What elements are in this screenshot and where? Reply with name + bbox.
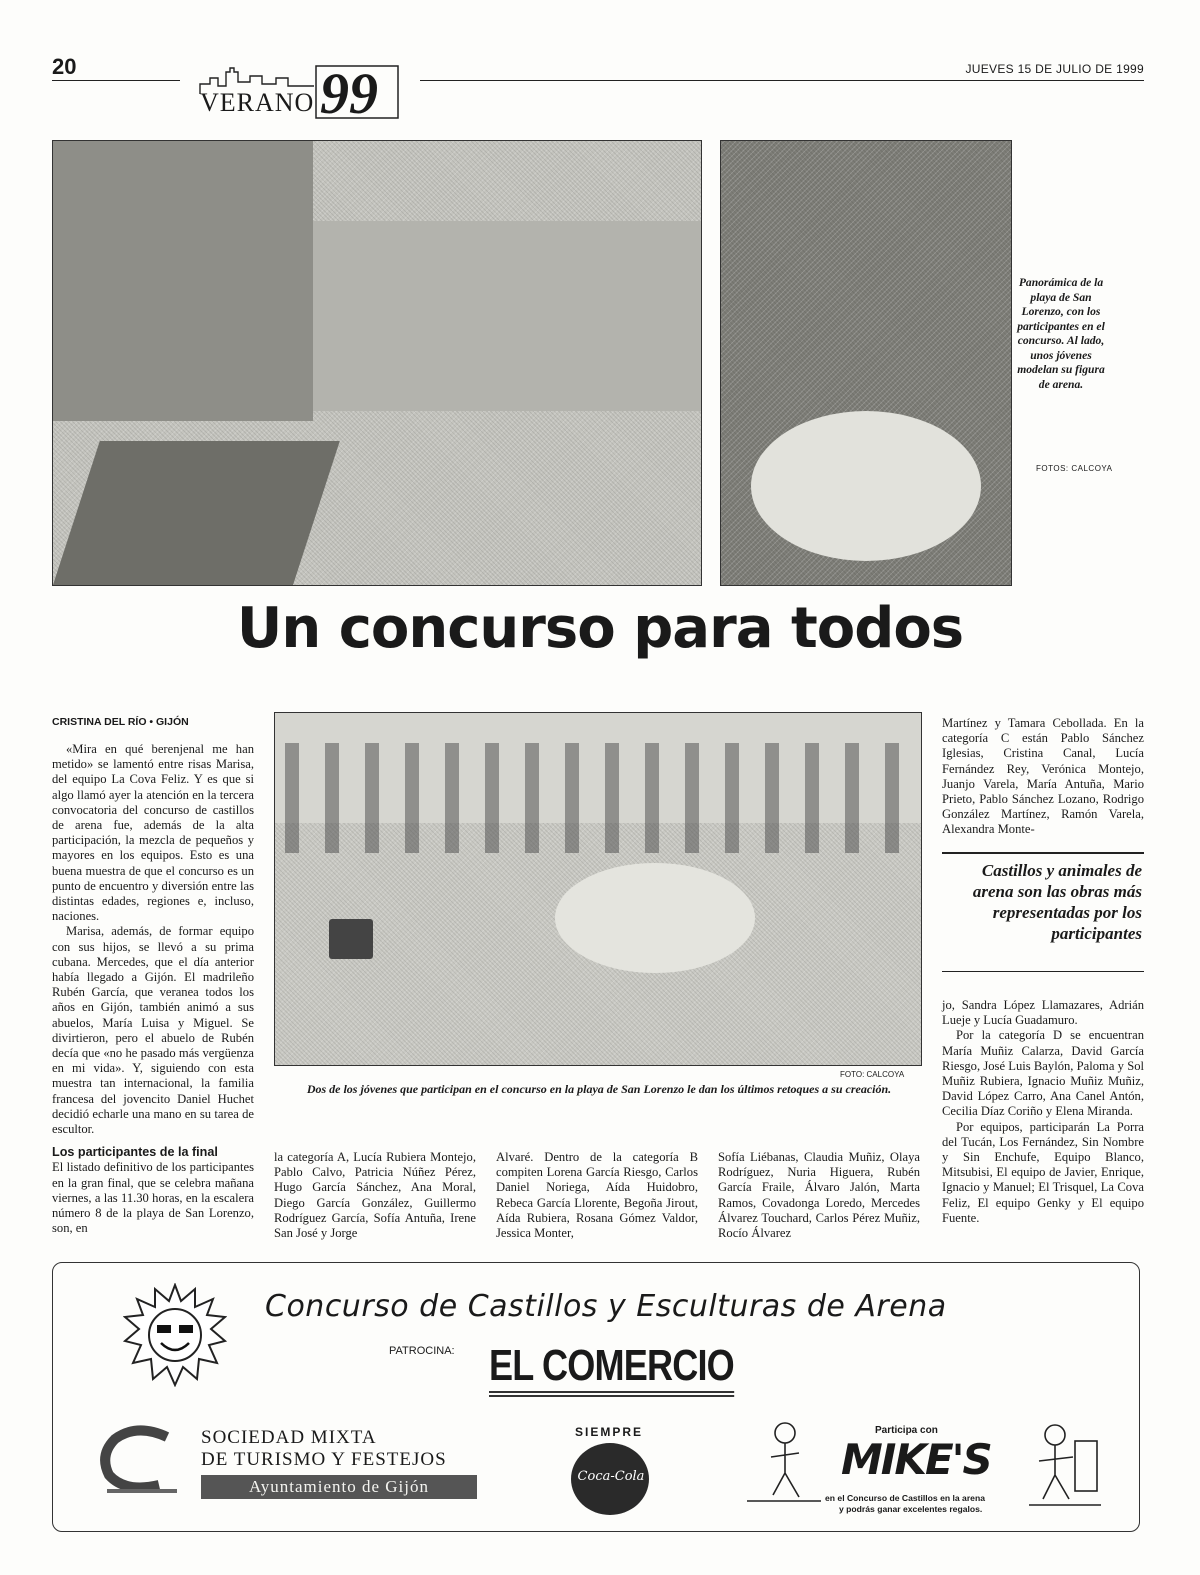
paragraph: Marisa, además, de formar equipo con sus hijos, se llevó a su prima cubana. Mercedes, que el día anterior había llegado a Gijón. El madrileño Rubén García, que veranea todos los años en Gijón, también animó a sus abuelos, María Luisa y Miguel. Se divirtieron, pero el abuelo de Rubén decía que «no he pasado más vergüenza en mi vida». Y, siguiendo con esta muestra tan internacional, la familia francesa del jovencito Daniel Huchet decidió echarle una mano en su tarea de escultor. [52, 924, 254, 1137]
photo-caption: Panorámica de la playa de San Lorenzo, con los participantes en el concurso. Al lado, unos jóvenes modelan su figura de arena. [1017, 276, 1105, 391]
article-headline: Un concurso para todos [236, 596, 964, 661]
bucket-shape [329, 919, 373, 959]
center-photo-credit: FOTO: CALCOYA [840, 1070, 905, 1079]
mikes-promo-line-1: en el Concurso de Castillos en la arena [825, 1493, 985, 1503]
paragraph: jo, Sandra López Llamazares, Adrián Lueje y Lucía Guadamuro. [942, 998, 1144, 1028]
article-column-4: Sofía Liébanas, Claudia Muñiz, Olaya Rodríguez, Nuria Higuera, Rubén García Fraile, Álvaro Jalón, Marta Ramos, Covadonga Loredo, Mercedes Álvarez Touchard, Carlos Pérez Muñiz, Rocío Álvarez [718, 1150, 920, 1241]
pull-quote-text: Castillos y animales de arena son las obras más representadas por los participantes [972, 861, 1142, 943]
coke-script-text: Coca-Cola [577, 1469, 645, 1484]
article-column-1 [52, 742, 254, 1237]
paragraph: El listado definitivo de los participantes en la gran final, que se celebra mañana viernes, a las 11.30 horas, en la escalera número 8 de la playa de San Lorenzo, son, en [52, 1160, 254, 1236]
page-number: 20 [52, 54, 77, 79]
paragraph: Por equipos, participarán La Porra del Tucán, Los Fernández, Sin Nombre y Sin Enchufe, Equipo Blanco, Mitsubisi, El equipo de Javier, Enrique, Ignacio y Manuel; El Trisquel, La Cova Feliz, El equipo Genky y El equipo Fuente. [942, 1119, 1144, 1225]
pull-quote-rule [942, 852, 1144, 854]
sculpture-shape [751, 411, 981, 561]
society-name-2: DE TURISMO Y FESTEJOS [201, 1449, 447, 1470]
section-logo-year: 99 [320, 61, 378, 126]
article-column-2: la categoría A, Lucía Rubiera Montejo, Pablo Calvo, Patricia Núñez Pérez, Hugo García Sánchez, Ana Moral, Diego García González, Guillermo Rodríguez García, Sofía Antuña, Irene San José y Jorge [274, 1150, 476, 1241]
ad-title: Concurso de Castillos y Esculturas de Arena [265, 1289, 947, 1324]
sand-sculpture-photo [720, 140, 1012, 586]
sponsor-label: PATROCINA: [389, 1345, 455, 1357]
issue-date: JUEVES 15 DE JULIO DE 1999 [965, 62, 1144, 76]
beach-panorama-photo [52, 140, 702, 586]
sun-mascot-icon [123, 1283, 227, 1387]
mikes-logo: MIKE'S [841, 1435, 991, 1484]
header-rule-right [420, 80, 1144, 81]
sculptors-photo [274, 712, 922, 1066]
ayuntamiento-banner: Ayuntamiento de Gijón [201, 1475, 477, 1499]
skyline-shape [313, 221, 701, 411]
paragraph: Por la categoría D se encuentran María Muñiz Calarza, David García Riesgo, José Luis Baylón, Paloma y Sol Muñiz Rubiera, Ignacio Muñiz Muñiz, David López Carro, Ana Canel Antón, Cecilia Díaz Coriño y Elena Miranda. [942, 1028, 1144, 1119]
section-logo [196, 61, 400, 126]
coke-top-text: SIEMPRE [575, 1425, 644, 1439]
coca-cola-logo-icon [561, 1415, 661, 1519]
paragraph: «Mira en qué berenjenal me han metido» se lamentó entre risas Marisa, del equipo La Cova Feliz. Y es que si algo llamó ayer la atención en la tercera convocatoria del concurso de castillos de arena fue, además de la alta participación, la mezcla de pequeños y mayores en los equipos. Esto es una buena muestra de que el concurso es un punto de encuentro y diversión entre las distintas edades, regiones e, incluso, naciones. [52, 742, 254, 924]
pull-quote-rule [942, 971, 1144, 972]
mikes-promo-line-2: y podrás ganar excelentes regalos. [839, 1504, 983, 1514]
el-comercio-logo: EL COMERCIO [489, 1341, 734, 1397]
article-column-5 [942, 998, 1144, 1226]
section-logo-text: VERANO [200, 88, 315, 117]
promenade-wall-shape [53, 441, 340, 585]
sponsor-ad [52, 1262, 1140, 1532]
subhead: Los participantes de la final [52, 1145, 218, 1160]
lifeguard-illustration [1025, 1417, 1105, 1511]
mikes-top-text: Participa con [875, 1425, 938, 1436]
center-photo-caption: Dos de los jóvenes que participan en el concurso en la playa de San Lorenzo le dan los últimos retoques a su creación. [306, 1082, 892, 1096]
society-name-1: SOCIEDAD MIXTA [201, 1427, 377, 1448]
article-column-5-top: Martínez y Tamara Cebollada. En la categoría C están Pablo Sánchez Iglesias, Cristina Canal, Lucía Fernández Rey, Verónica Montejo, Juanjo Varela, María Antuña, Mario Prieto, Pablo Sánchez Lozano, Rodrigo González Martínez, Ramón Varela, Alexandra Monte- [942, 716, 1144, 837]
spectators-shape [285, 743, 905, 853]
pull-quote [942, 852, 1144, 972]
byline: CRISTINA DEL RÍO • GIJÓN [52, 716, 189, 728]
sand-mound-shape [555, 863, 755, 973]
header-rule-left [52, 80, 180, 81]
buildings-shape [53, 141, 313, 421]
sociedad-mixta-logo-icon [97, 1423, 181, 1499]
photo-credit: FOTOS: CALCOYA [1036, 464, 1113, 473]
article-column-3: Alvaré. Dentro de la categoría B compiten Lorena García Riesgo, Carlos Daniel Noriega, Aída Huidobro, Rebeca García Llorente, Begoña Jirout, Aída Rubiera, Rosana Gómez Valdor, Jessica Monter, [496, 1150, 698, 1241]
kids-illustration [741, 1417, 827, 1507]
